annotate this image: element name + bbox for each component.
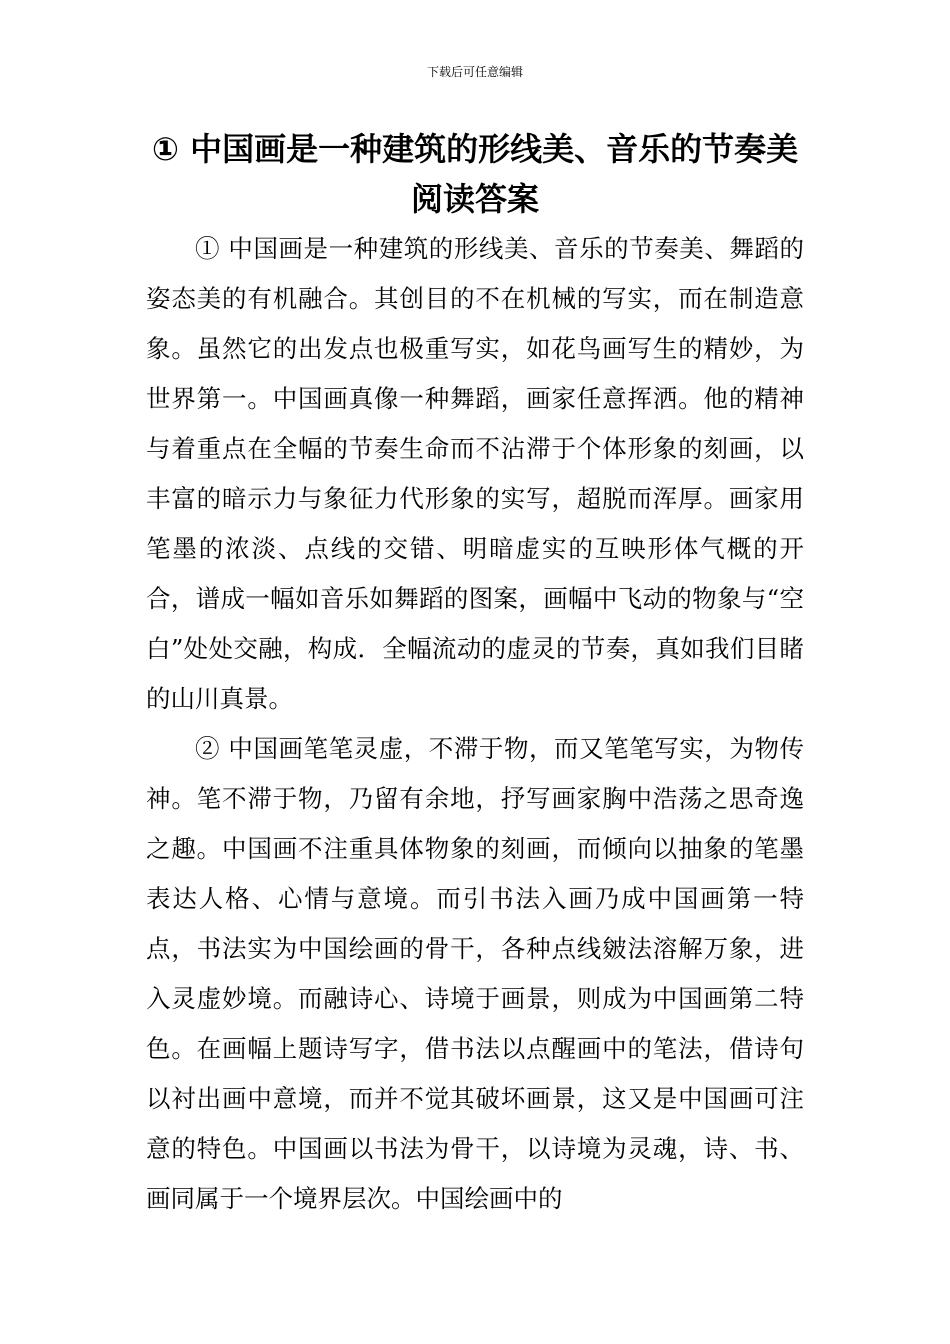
document-title: ① 中国画是一种建筑的形线美、音乐的节奏美阅读答案 [151, 130, 799, 218]
paragraph-2: ② 中国画笔笔灵虚，不滞于物，而又笔笔写实，为物传神。笔不滞于物，乃留有余地，抒写画家胸中浩荡之思奇逸之趣。中国画不注重具体物象的刻画，而倾向以抽象的笔墨表达人格、心情与意境。而引书法入画乃成中国画第一特点，书法实为中国绘画的骨干，各种点线皴法溶解万象，进入灵虚妙境。而融诗心、诗境于画景，则成为中国画第二特色。在画幅上题诗写字，借书法以点醒画中的笔法，借诗句以衬出画中意境，而并不觉其破坏画景，这又是中国画可注意的特色。中国画以书法为骨干，以诗境为灵魂，诗、书、画同属于一个境界层次。中国绘画中的 [146, 734, 804, 1213]
paragraph-1: ① 中国画是一种建筑的形线美、音乐的节奏美、舞蹈的姿态美的有机融合。其创目的不在机械的写实，而在制造意象。虽然它的出发点也极重写实，如花鸟画写生的精妙，为世界第一。中国画真像一种舞蹈，画家任意挥洒。他的精神与着重点在全幅的节奏生命而不沾滞于个体形象的刻画，以丰富的暗示力与象征力代形象的实写，超脱而浑厚。画家用笔墨的浓淡、点线的交错、明暗虚实的互映形体气概的开合，谱成一幅如音乐如舞蹈的图案，画幅中飞动的物象与“空白”处处交融，构成．全幅流动的虚灵的节奏，真如我们目睹的山川真景。 [146, 234, 804, 713]
header-note: 下载后可任意编辑 [426, 65, 523, 79]
document-body [146, 224, 804, 1224]
